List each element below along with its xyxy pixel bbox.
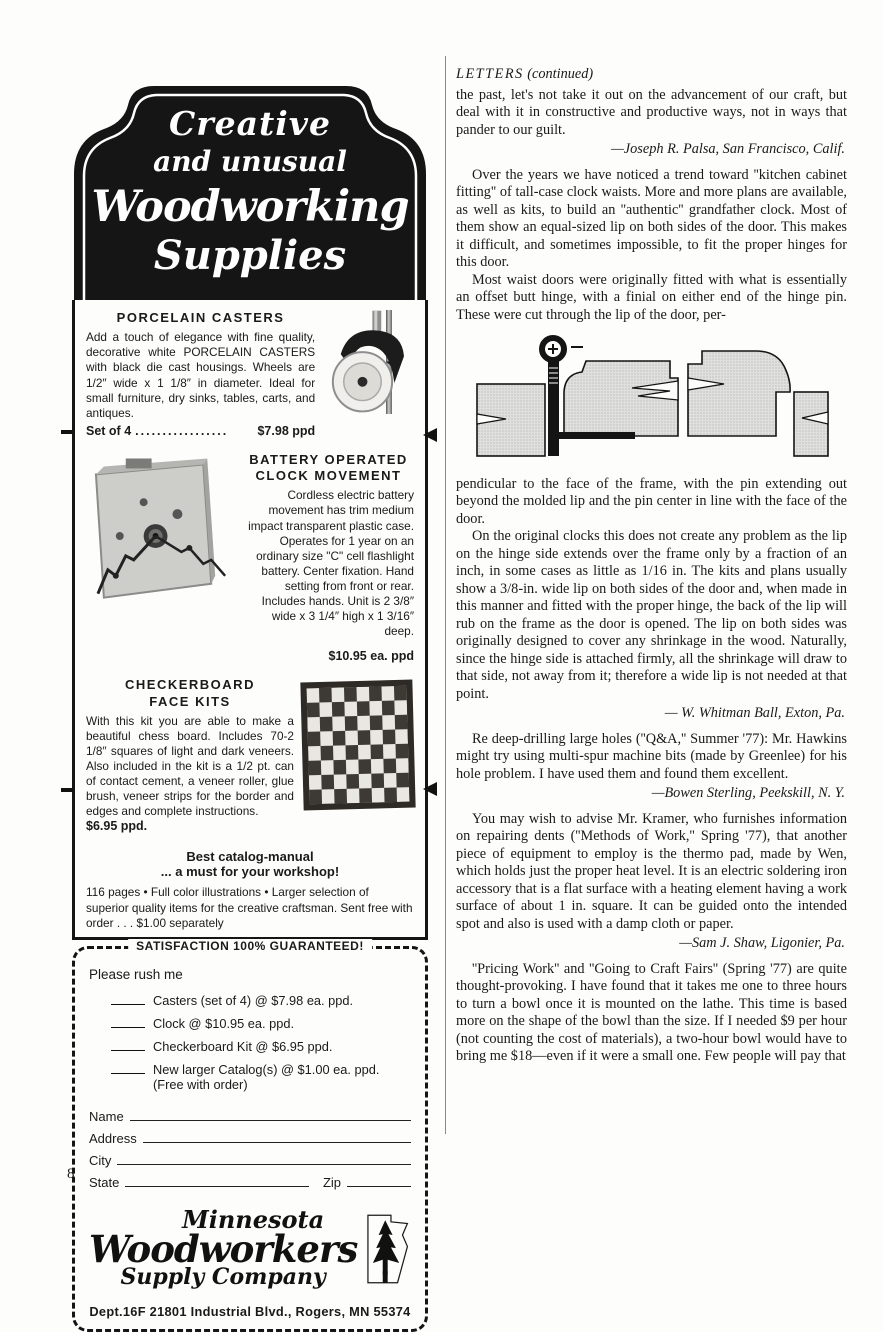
section-catalog [86,845,414,930]
clock-title-line2: CLOCK MOVEMENT [255,468,402,484]
order-item-label: Casters (set of 4) @ $7.98 ea. ppd. [153,992,354,1008]
catalog-title-line2: ... a must for your workshop! [160,864,340,880]
checkerboard-squares [306,686,409,805]
order-item-label: Clock @ $10.95 ea. ppd. [153,1015,295,1031]
guarantee-banner: SATISFACTION 100% GUARANTEED! [128,939,372,953]
section-porcelain-casters [86,310,414,438]
order-coupon [72,938,428,1332]
letters-title: LETTERS [456,66,524,82]
catalog-body: 116 pages • Full color illustrations • Larger selection of superior quality items for the creative craftsman. Sent free with order . . . $1.00 separately [86,885,413,930]
company-logo [89,1206,411,1292]
checkerboard-title-line2: FACE KITS [149,693,231,709]
clock-title-line1: BATTERY OPERATED [249,451,408,467]
logo-woodworkers: Woodworkers [89,1227,358,1272]
letter-paragraph: You may wish to advise Mr. Kramer, who furnishes information on repairing dents (''Methods of Work,'' Spring '77), that another piece of equipment to employ is the thermo pad, made by Wen, which holds just the proper heat level. It is an electric soldering iron accessory that is a flat surface with a heating element having a work surface of about 1 in. square. It can be guided onto the intended spot and also is used with a damp cloth or paper. [456,810,847,932]
logo-supply-company: Supply Company [120,1264,326,1291]
quantity-blank-checkerboard[interactable] [111,1038,145,1051]
name-label: Name [89,1108,124,1124]
ad-title [72,82,428,300]
letter-paragraph: the past, let's not take it out on the advancement of our craft, but deal with it in constructive and productive ways, not in ways that pander to our guilt. [456,86,847,138]
section-marker-dash-2 [61,788,73,792]
section-marker-arrow-1 [423,428,437,442]
column-divider [445,56,446,1134]
letter-paragraph: ''Pricing Work'' and ''Going to Craft Fairs'' (Spring '77) are quite thought-provoking. I have found that it takes me one to three hours to turn a bowl once it is mounted on the lathe. This time is based more on the shape of the bowl than the size. If I needed $9 per hour (not counting the cost of materials), a two-hour bowl would have to bring me $18—even if it were a small one. Few people will pay that [456,960,847,1064]
casters-price: $7.98 ppd [257,423,316,438]
order-line-checkerboard [111,1038,411,1054]
clock-body: Cordless electric battery movement has trim medium impact transparent plastic case. Operates for 1 year on an ordinary size "C" cell flashlight battery. Center fixation. Hand setting from front or rear. Includes hands. Unit is 2 3/8″ wide x 3 1/4″ high x 1 3/16″ deep. [248,488,414,639]
casters-price-leader: ................. [135,423,229,438]
pine-tree-minnesota-icon [363,1206,411,1292]
address-fields [89,1108,411,1190]
field-state-zip [89,1174,411,1190]
state-label: State [89,1174,120,1190]
checkerboard-title-line1: CHECKERBOARD [125,677,255,693]
clock-price: $10.95 ea. ppd [328,649,414,664]
letter-paragraph: On the original clocks this does not create any problem as the lip on the hinge side extends over the frame only by a fraction of an inch, in some cases as little as 1/16 in. The kits and plans usually show a 3/8-in. wide lip on both sides of the door and, when made in this manner and fitted with the proper hinge, the back of the lip will rub on the frame as the door is opened. The lip on both sides was originally designed to cover any shrinkage in the wood. Naturally, since the hinge side is attached firmly, all the shrinkage will draw to that side, not away from it; therefore a wide lip is not needed at that point. [456,528,847,702]
letter-paragraph: Most waist doors were originally fitted with what is essentially an offset butt hinge, with a finial on either end of the hinge pin. These were cut through the lip of the door, per- [456,271,847,323]
letters-continued: (continued) [527,66,594,82]
letter-paragraph: Re deep-drilling large holes (''Q&A,'' Summer '77): Mr. Hawkins might try using multi-spur machine bits (made by Greenlee) for his hole problem. I have used them and found them excellent. [456,730,847,782]
city-label: City [89,1152,112,1168]
casters-title: PORCELAIN CASTERS [116,310,285,325]
field-name [89,1108,411,1124]
order-line-casters [111,992,411,1008]
order-line-catalog [111,1061,411,1092]
section-clock-movement [86,452,414,663]
city-input-line[interactable] [117,1152,411,1165]
name-input-line[interactable] [130,1108,411,1121]
hinge-diagram-figure [456,334,847,468]
letter-signature: —Joseph R. Palsa, San Francisco, Calif. [611,141,845,157]
coupon-intro: Please rush me [89,966,183,982]
order-item-label: New larger Catalog(s) @ $1.00 ea. ppd. (Free with order) [153,1061,380,1092]
page-number: 8 [67,1166,75,1182]
checkerboard-body: With this kit you are able to make a beautiful chess board. Includes 70-2 1/8″ squares of light and dark veneers. Also included in the kit is a 1/2 pt. can of contact cement, a veneer roller, glue brush, veneer strips for the border and edges and complete instructions. [86,713,294,819]
ad-title-line2: and unusual [153,145,347,178]
woodworking-supplies-ad [72,82,428,1332]
field-address [89,1130,411,1146]
casters-body: Add a touch of elegance with fine quality, decorative white PORCELAIN CASTERS with black die cast housings. Wheels are 1/2″ wide x 1 1/8″ in diameter. Ideal for small furniture, dry sinks, tables, carts, and antiques. [86,330,316,420]
quantity-blank-catalog[interactable] [111,1061,145,1074]
address-input-line[interactable] [143,1130,411,1143]
logo-minnesota: Minnesota [182,1205,325,1235]
section-marker-dash-1 [61,430,73,434]
quantity-blank-clock[interactable] [111,1015,145,1028]
zip-input-line[interactable] [347,1174,411,1187]
letter-paragraph: pendicular to the face of the frame, with the pin extending out beyond the molded lip and the pin center in line with the face of the door. [456,475,847,527]
company-address: Dept.16F 21801 Industrial Blvd., Rogers, MN 55374 [89,1303,411,1319]
ad-products-box [72,300,428,940]
clock-movement-photo [86,452,237,624]
ad-title-line1: Creative [169,104,331,143]
catalog-title-line1: Best catalog-manual [186,849,314,865]
letter-signature: —Sam J. Shaw, Ligonier, Pa. [679,935,845,951]
field-city [89,1152,411,1168]
address-label: Address [89,1130,137,1146]
state-input-line[interactable] [125,1174,309,1187]
letters-header [456,66,847,84]
checkerboard-photo [300,680,415,811]
letter-paragraph: Over the years we have noticed a trend toward ''kitchen cabinet fitting'' of tall-case clock waists. More and more plans are available, as well as kits, to build an ''authentic'' grandfather clock. Most of them show an equal-sized lip on both sides of the door. This makes it difficult, and sometimes impossible, to fit the proper hinges for this door. [456,166,847,270]
letters-column [456,66,847,1066]
order-line-clock [111,1015,411,1031]
quantity-blank-casters[interactable] [111,992,145,1005]
order-item-label: Checkerboard Kit @ $6.95 ppd. [153,1038,333,1054]
ad-title-line4: Supplies [153,232,347,279]
hinge-cross-section-diagram [472,334,832,462]
casters-price-label: Set of 4 [86,423,132,438]
ad-title-line3: Woodworking [91,182,409,232]
letter-signature: — W. Whitman Ball, Exton, Pa. [664,705,845,721]
section-checkerboard-kits [86,677,414,833]
caster-photo [321,310,414,422]
ad-header-plaque [72,82,428,300]
letter-signature: —Bowen Sterling, Peekskill, N. Y. [651,785,845,801]
checkerboard-price: $6.95 ppd. [86,819,148,834]
section-marker-arrow-2 [423,782,437,796]
zip-label: Zip [322,1174,341,1190]
